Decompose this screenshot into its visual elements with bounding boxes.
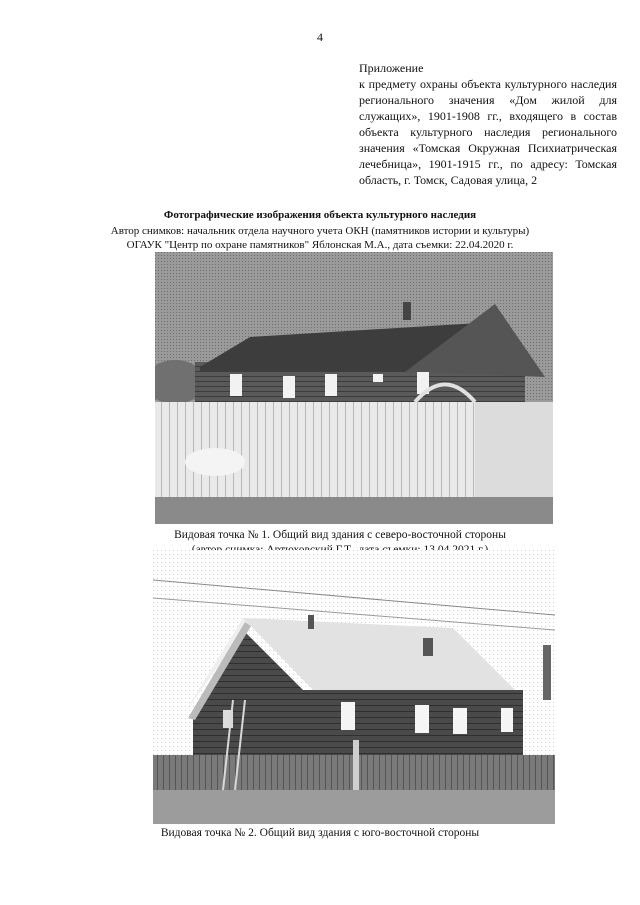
appendix-text: к предмету охраны объекта культурного наследия регионального значения «Дом жилой для служащих», 1901-1908 гг., входящего в состав объекта культурного наследия регионального значения «Томская Окружная Психиатрическая лечебница», 1901-1915 гг., по адресу: Томская область, г. Томск, Садовая улица, 2 [359,77,617,187]
photo-north-east-view [155,252,553,524]
photo-1-caption-line-1: Видовая точка № 1. Общий вид здания с северо-восточной стороны [174,529,506,541]
photo-2-caption: Видовая точка № 2. Общий вид здания с юго-восточной стороны [160,827,480,839]
author-line-2: ОГАУК "Центр по охране памятников" Яблонская М.А., дата съемки: 22.04.2020 г. [126,239,514,251]
appendix-block [359,60,617,188]
page-number: 4 [317,30,323,44]
author-info [0,224,640,252]
section-heading: Фотографические изображения объекта культурного наследия [163,209,477,221]
photo-south-east-view [153,550,555,824]
photo-1-image [155,252,553,524]
author-line-1: Автор снимков: начальник отдела научного учета ОКН (памятников истории и культуры) [110,225,530,237]
photo-2-image [153,550,555,824]
appendix-title: Приложение [359,61,424,75]
